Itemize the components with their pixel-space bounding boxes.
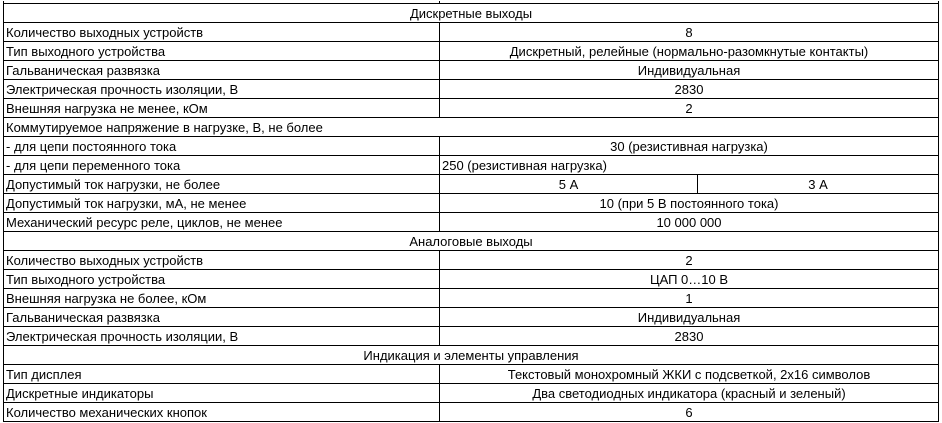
parameter-value-dc: 5 А bbox=[440, 175, 698, 194]
parameter-value: 2830 bbox=[440, 80, 939, 99]
parameter-value: 10 (при 5 В постоянного тока) bbox=[440, 194, 939, 213]
parameter-value: 6 bbox=[440, 403, 939, 422]
parameter-label: Внешняя нагрузка не более, кОм bbox=[4, 289, 440, 308]
table-row bbox=[4, 384, 939, 403]
table-row bbox=[4, 137, 939, 156]
parameter-label: Гальваническая развязка bbox=[4, 61, 440, 80]
parameter-value-ac: 3 А bbox=[698, 175, 939, 194]
parameter-value: Текстовый монохромный ЖКИ с подсветкой, 2х16 символов bbox=[440, 365, 939, 384]
parameter-value: 2 bbox=[440, 251, 939, 270]
parameter-label: - для цепи переменного тока bbox=[4, 156, 440, 175]
table-row bbox=[4, 194, 939, 213]
spec-table bbox=[3, 1, 939, 422]
parameter-label: Допустимый ток нагрузки, не более bbox=[4, 175, 440, 194]
parameter-value: Индивидуальная bbox=[440, 61, 939, 80]
parameter-value: ЦАП 0…10 В bbox=[440, 270, 939, 289]
parameter-value: 8 bbox=[440, 23, 939, 42]
parameter-value: 30 (резистивная нагрузка) bbox=[440, 137, 939, 156]
parameter-label: Коммутируемое напряжение в нагрузке, В, не более bbox=[4, 118, 939, 137]
parameter-label: Дискретные индикаторы bbox=[4, 384, 440, 403]
parameter-label: - для цепи постоянного тока bbox=[4, 137, 440, 156]
table-row bbox=[4, 251, 939, 270]
parameter-label: Тип выходного устройства bbox=[4, 270, 440, 289]
table-row bbox=[4, 289, 939, 308]
parameter-value: 2830 bbox=[440, 327, 939, 346]
table-row bbox=[4, 156, 939, 175]
section-header-row bbox=[4, 232, 939, 251]
table-row bbox=[4, 270, 939, 289]
parameter-label: Допустимый ток нагрузки, мА, не менее bbox=[4, 194, 440, 213]
section-title: Индикация и элементы управления bbox=[4, 346, 939, 365]
table-row bbox=[4, 118, 939, 137]
parameter-label: Внешняя нагрузка не менее, кОм bbox=[4, 99, 440, 118]
section-title: Аналоговые выходы bbox=[4, 232, 939, 251]
parameter-label: Количество выходных устройств bbox=[4, 251, 440, 270]
table-row bbox=[4, 99, 939, 118]
table-row bbox=[4, 365, 939, 384]
parameter-label: Количество механических кнопок bbox=[4, 403, 440, 422]
parameter-value: 250 (резистивная нагрузка) bbox=[440, 156, 939, 175]
parameter-label: Электрическая прочность изоляции, В bbox=[4, 327, 440, 346]
parameter-value: Индивидуальная bbox=[440, 308, 939, 327]
parameter-value: Два светодиодных индикатора (красный и зеленый) bbox=[440, 384, 939, 403]
parameter-label: Тип выходного устройства bbox=[4, 42, 440, 61]
table-row bbox=[4, 61, 939, 80]
parameter-label: Электрическая прочность изоляции, В bbox=[4, 80, 440, 99]
parameter-label: Механический ресурс реле, циклов, не менее bbox=[4, 213, 440, 232]
table-row bbox=[4, 80, 939, 99]
table-row bbox=[4, 42, 939, 61]
table-row bbox=[4, 175, 939, 194]
table-row bbox=[4, 308, 939, 327]
section-title: Дискретные выходы bbox=[4, 4, 939, 23]
parameter-value: 10 000 000 bbox=[440, 213, 939, 232]
parameter-label: Тип дисплея bbox=[4, 365, 440, 384]
section-header-row bbox=[4, 346, 939, 365]
section-header-row bbox=[4, 4, 939, 23]
table-row bbox=[4, 23, 939, 42]
parameter-label: Гальваническая развязка bbox=[4, 308, 440, 327]
parameter-label: Количество выходных устройств bbox=[4, 23, 440, 42]
parameter-value: 1 bbox=[440, 289, 939, 308]
parameter-value: Дискретный, релейные (нормально-разомкнутые контакты) bbox=[440, 42, 939, 61]
table-row bbox=[4, 327, 939, 346]
table-row bbox=[4, 403, 939, 422]
table-row bbox=[4, 213, 939, 232]
parameter-value: 2 bbox=[440, 99, 939, 118]
